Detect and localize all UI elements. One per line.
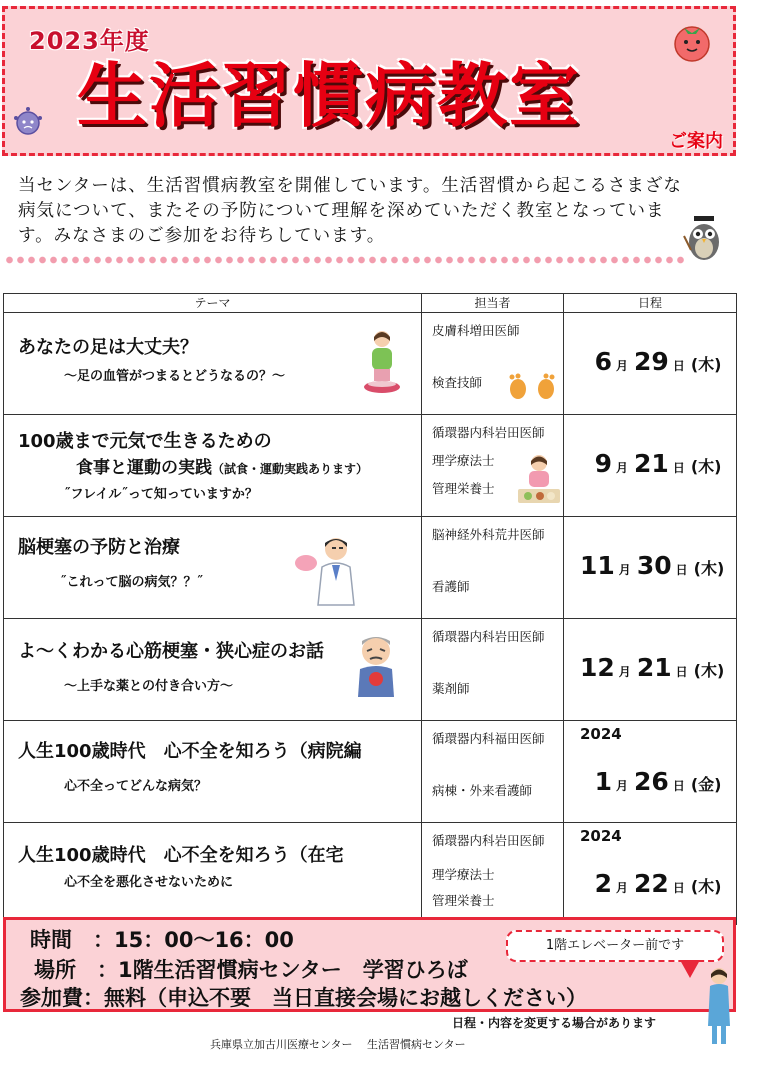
date-month: 12 bbox=[580, 653, 615, 682]
theme-title: よ～くわかる心筋梗塞・狭心症のお話 bbox=[18, 641, 324, 662]
location-callout: 1階エレベーター前です bbox=[506, 930, 724, 962]
flower-divider bbox=[4, 254, 686, 266]
doctor-with-brain-icon bbox=[292, 531, 366, 607]
schedule-table bbox=[3, 293, 737, 925]
footer-organization: 兵庫県立加古川医療センター 生活習慣病センター bbox=[210, 1038, 466, 1051]
header-theme: テーマ bbox=[4, 294, 422, 313]
staff-item: 皮膚科増田医師 bbox=[432, 323, 520, 338]
date-month: 2 bbox=[594, 869, 612, 898]
date-cell bbox=[564, 619, 737, 721]
theme-title-line2 bbox=[76, 453, 368, 478]
theme-cell bbox=[4, 619, 422, 721]
owl-teacher-icon bbox=[682, 214, 726, 268]
virus-character-icon bbox=[12, 106, 44, 138]
date-month-unit: 月 bbox=[616, 881, 629, 895]
intro-text: 当センターは、生活習慣病教室を開催しています。生活習慣から起こるさまざな病気について、またその予防について理解を深めていただく教室となっています。みなさまのご参加をお待ちしています。 bbox=[18, 176, 682, 246]
date-day-unit: 日 bbox=[672, 881, 685, 895]
staff-item: 循環器内科岩田医師 bbox=[432, 833, 545, 848]
theme-cell bbox=[4, 313, 422, 415]
date bbox=[564, 347, 736, 376]
theme-subtitle: 心不全ってどんな病気？ bbox=[64, 779, 208, 794]
staff-cell bbox=[422, 823, 564, 925]
header-staff: 担当者 bbox=[422, 294, 564, 313]
title-suffix: ご案内 bbox=[669, 131, 723, 152]
theme-title: 人生100歳時代 心不全を知ろう（病院編 bbox=[18, 741, 362, 762]
date-month: 9 bbox=[594, 449, 612, 478]
nurse-icon bbox=[704, 966, 734, 1046]
table-row bbox=[4, 823, 737, 925]
date-cell bbox=[564, 517, 737, 619]
date-month: 1 bbox=[594, 767, 612, 796]
date bbox=[564, 869, 736, 898]
theme-cell bbox=[4, 415, 422, 517]
staff-item: 看護師 bbox=[432, 579, 470, 594]
staff-cell bbox=[422, 721, 564, 823]
foot-bath-woman-icon bbox=[360, 327, 404, 397]
tomato-character-icon bbox=[670, 20, 714, 64]
staff-item: 検査技師 bbox=[432, 375, 483, 390]
table-row bbox=[4, 721, 737, 823]
date-weekday: (木) bbox=[690, 457, 722, 476]
theme-cell bbox=[4, 517, 422, 619]
table-row bbox=[4, 619, 737, 721]
staff-cell bbox=[422, 313, 564, 415]
info-fee: 参加費：無料（申込不要 当日直接会場にお越しください） bbox=[20, 986, 587, 1010]
date-cell bbox=[564, 823, 737, 925]
info-place: 場所 ：1階生活習慣病センター 学習ひろば bbox=[34, 958, 468, 982]
date-year: 2024 bbox=[580, 725, 622, 743]
table-row bbox=[4, 517, 737, 619]
date-month-unit: 月 bbox=[616, 359, 629, 373]
theme-subtitle: 心不全を悪化させないために bbox=[64, 875, 234, 890]
date-day: 29 bbox=[634, 347, 669, 376]
callout-tail bbox=[680, 960, 700, 978]
table-row bbox=[4, 415, 737, 517]
staff-item: 病棟・外来看護師 bbox=[432, 783, 533, 798]
theme-title: 人生100歳時代 心不全を知ろう（在宅 bbox=[18, 845, 344, 866]
date-weekday: (木) bbox=[690, 355, 722, 374]
theme-cell bbox=[4, 823, 422, 925]
date-weekday: (金) bbox=[690, 775, 722, 794]
theme-cell bbox=[4, 721, 422, 823]
date-cell bbox=[564, 313, 737, 415]
staff-item: 理学療法士 bbox=[432, 453, 495, 468]
date-month-unit: 月 bbox=[618, 563, 631, 577]
date bbox=[564, 767, 736, 796]
theme-title-line2-main: 食事と運動の実践 bbox=[76, 458, 212, 478]
staff-cell bbox=[422, 517, 564, 619]
page-title: 生活習慣病教室 bbox=[77, 55, 581, 137]
date bbox=[564, 653, 736, 682]
year-label: 2023年度 bbox=[29, 27, 150, 55]
theme-subtitle: ˝これって脳の病気？？˝ bbox=[60, 575, 204, 590]
date-month-unit: 月 bbox=[618, 665, 631, 679]
date-month: 11 bbox=[580, 551, 615, 580]
date-weekday: (木) bbox=[690, 877, 722, 896]
date-day-unit: 日 bbox=[672, 779, 685, 793]
theme-title-note: （試食・運動実践あります） bbox=[212, 462, 369, 476]
staff-item: 管理栄養士 bbox=[432, 481, 495, 496]
date-month-unit: 月 bbox=[616, 461, 629, 475]
date-cell bbox=[564, 721, 737, 823]
header-date: 日程 bbox=[564, 294, 737, 313]
date-cell bbox=[564, 415, 737, 517]
table-header-row bbox=[4, 294, 737, 313]
theme-subtitle: ˝フレイル˝って知っていますか？ bbox=[64, 487, 258, 502]
info-time: 時間 ：15：00～16：00 bbox=[30, 928, 294, 952]
staff-item: 管理栄養士 bbox=[432, 893, 495, 908]
staff-cell bbox=[422, 619, 564, 721]
date-year: 2024 bbox=[580, 827, 622, 845]
theme-title: あなたの足は大丈夫？ bbox=[18, 337, 198, 358]
date-month-unit: 月 bbox=[616, 779, 629, 793]
dietitian-with-meal-icon bbox=[516, 451, 562, 507]
date-day-unit: 日 bbox=[672, 359, 685, 373]
change-notice: 日程・内容を変更する場合があります bbox=[452, 1016, 657, 1030]
date-day: 26 bbox=[634, 767, 669, 796]
staff-cell bbox=[422, 415, 564, 517]
chest-pain-man-icon bbox=[350, 631, 402, 697]
date-day: 22 bbox=[634, 869, 669, 898]
theme-title: 脳梗塞の予防と治療 bbox=[18, 537, 180, 558]
staff-item: 脳神経外科荒井医師 bbox=[432, 527, 545, 542]
theme-subtitle: ～足の血管がつまるとどうなるの？～ bbox=[64, 369, 286, 384]
date-day: 21 bbox=[636, 653, 672, 682]
staff-item: 循環器内科福田医師 bbox=[432, 731, 545, 746]
date-day-unit: 日 bbox=[675, 563, 688, 577]
theme-title: 100歳まで元気で生きるための bbox=[18, 431, 272, 452]
date-month: 6 bbox=[594, 347, 612, 376]
staff-item: 薬剤師 bbox=[432, 681, 470, 696]
theme-subtitle: ～上手な薬との付き合い方～ bbox=[64, 679, 234, 694]
date-day-unit: 日 bbox=[672, 461, 685, 475]
footprints-icon bbox=[504, 373, 562, 401]
date bbox=[564, 449, 736, 478]
date-day: 21 bbox=[634, 449, 669, 478]
date-day: 30 bbox=[636, 551, 672, 580]
date-day-unit: 日 bbox=[675, 665, 688, 679]
staff-item: 循環器内科岩田医師 bbox=[432, 629, 545, 644]
date bbox=[564, 551, 736, 580]
table-row bbox=[4, 313, 737, 415]
date-weekday: (木) bbox=[693, 559, 725, 578]
staff-item: 理学療法士 bbox=[432, 867, 495, 882]
date-weekday: (木) bbox=[693, 661, 725, 680]
header-banner bbox=[2, 6, 736, 156]
staff-item: 循環器内科岩田医師 bbox=[432, 425, 545, 440]
